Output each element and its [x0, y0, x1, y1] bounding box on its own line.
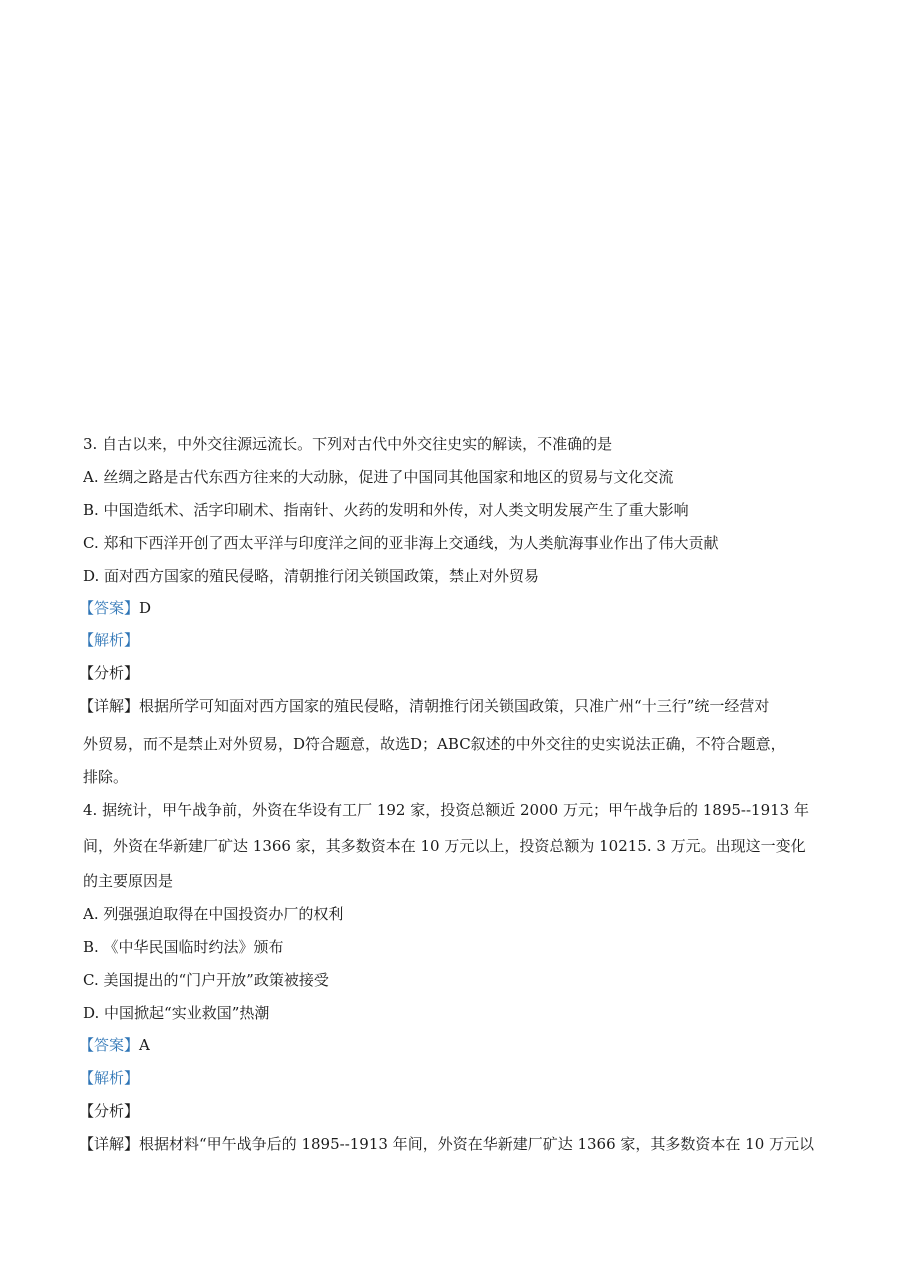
q4-answer-value: A — [139, 1036, 150, 1054]
q4-detail-text-1: 根据材料“甲午战争后的 1895--1913 年间，外资在华新建厂矿达 1366 家，其多数资本在 10 万元以 — [139, 1135, 815, 1153]
q4-detail-line-1 — [79, 1134, 839, 1154]
q3-detail-line-1 — [79, 696, 839, 716]
q3-detail-line-3: 排除。 — [83, 768, 129, 786]
q4-answer-tag: 【答案】 — [79, 1036, 140, 1054]
q3-detail-text-1: 根据所学可知面对西方国家的殖民侵略，清朝推行闭关锁国政策，只准广州“十三行”统一经营对 — [139, 697, 770, 715]
q4-option-b: B. 《中华民国临时约法》颁布 — [83, 938, 284, 956]
q3-detail-tag: 【详解】 — [79, 697, 140, 715]
q4-detail-tag: 【详解】 — [79, 1135, 140, 1153]
q4-stem-line-2: 间，外资在华新建厂矿达 1366 家，其多数资本在 10 万元以上，投资总额为 10215. 3 万元。出现这一变化 — [83, 837, 806, 855]
q3-fenxi-tag: 【分析】 — [79, 664, 140, 682]
q4-stem-line-3: 的主要原因是 — [83, 872, 174, 890]
q3-option-b: B. 中国造纸术、活字印刷术、指南针、火药的发明和外传，对人类文明发展产生了重大影响 — [83, 501, 689, 519]
q3-option-c: C. 郑和下西洋开创了西太平洋与印度洋之间的亚非海上交通线，为人类航海事业作出了伟大贡献 — [83, 534, 719, 552]
q3-option-d: D. 面对西方国家的殖民侵略，清朝推行闭关锁国政策，禁止对外贸易 — [83, 567, 540, 585]
q4-option-d: D. 中国掀起“实业救国”热潮 — [83, 1004, 270, 1022]
q3-stem: 3. 自古以来，中外交往源远流长。下列对古代中外交往史实的解读，不准确的是 — [83, 435, 613, 453]
q3-answer-value: D — [139, 599, 152, 617]
q3-analysis-tag: 【解析】 — [79, 631, 140, 649]
q4-analysis-tag: 【解析】 — [79, 1069, 140, 1087]
q4-option-a: A. 列强强迫取得在中国投资办厂的权利 — [83, 905, 344, 923]
q4-answer-row — [79, 1035, 839, 1055]
q3-detail-line-2: 外贸易，而不是禁止对外贸易，D符合题意，故选D；ABC叙述的中外交往的史实说法正确，不符合题意， — [83, 735, 786, 753]
q4-option-c: C. 美国提出的“门户开放”政策被接受 — [83, 971, 329, 989]
q3-option-a: A. 丝绸之路是古代东西方往来的大动脉，促进了中国同其他国家和地区的贸易与文化交流 — [83, 468, 674, 486]
q4-fenxi-tag: 【分析】 — [79, 1102, 140, 1120]
q4-stem-line-1: 4. 据统计，甲午战争前，外资在华设有工厂 192 家，投资总额近 2000 万元；甲午战争后的 1895--1913 年 — [83, 801, 809, 819]
q3-answer-tag: 【答案】 — [79, 599, 140, 617]
q3-answer-row — [79, 598, 839, 618]
